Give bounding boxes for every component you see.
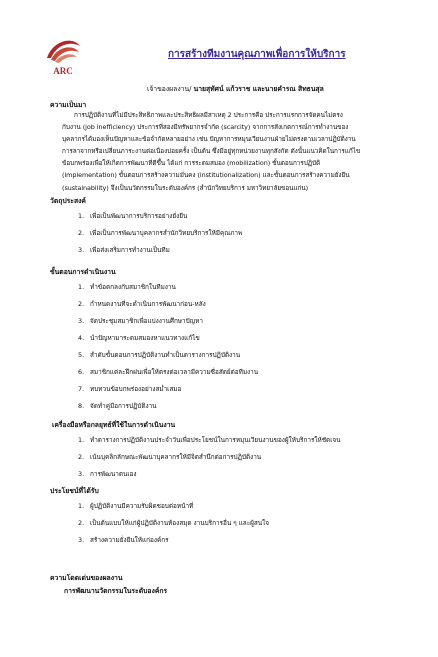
list-item: 4. นำปัญหามาระดมสมองหาแนวทางแก้ไข bbox=[78, 334, 200, 342]
background-paragraph bbox=[62, 109, 360, 194]
objectives-heading: วัตถุประสงค์ bbox=[50, 197, 86, 205]
highlight-text: การพัฒนานวัตกรรมในระดับองค์กร bbox=[64, 587, 168, 595]
list-item: 1. ทำตารางการปฏิบัติงานประจำวันเพื่อประโยชน์ในการหมุนเวียนงานของผู้ให้บริการให้ชัดเจน bbox=[78, 436, 341, 444]
background-heading: ความเป็นมา bbox=[50, 101, 87, 109]
list-item: 3. จัดประชุมสมาชิกเพื่อแบ่งงานศึกษาปัญหา bbox=[78, 317, 203, 325]
list-item: 6. สมาชิกแต่ละฝึกฝนเพื่อให้ตรงต่อเวลามีความซื่อสัตย์ต่อทีมงาน bbox=[78, 368, 259, 376]
list-item: 3. การพัฒนาตนเอง bbox=[78, 470, 137, 478]
paragraph-line: การลาจากหรือเปลี่ยนภาระงานต่อเนื่องบ่อยครั้ง เป็นต้น ซึ่งมีอยู่ทุกหน่วยงานทุกสังกัด ดังนั้นแนวคิดในการแก้ไข bbox=[62, 147, 361, 156]
list-item: 8. จัดทำคู่มือการปฏิบัติงาน bbox=[78, 402, 157, 410]
page-title: การสร้างทีมงานคุณภาพเพื่อการให้บริการ bbox=[168, 49, 346, 60]
list-item: 2. กำหนดงานที่จะดำเนินการพัฒนาก่อน-หลัง bbox=[78, 300, 206, 308]
arc-logo bbox=[43, 32, 83, 80]
authors-line bbox=[147, 83, 324, 94]
paragraph-line: กับงาน (job inefficiency) ประการที่สองมีทรัพยากรจำกัด (scarcity) จากการสังเกตการณ์การทำงานของ bbox=[62, 123, 349, 132]
highlight-heading: ความโดดเด่นของผลงาน bbox=[50, 574, 123, 582]
paragraph-line: การปฏิบัติงานที่ไม่มีประสิทธิภาพและประสิทธิผลมีสาเหตุ 2 ประการคือ ประการแรกการจัดคนไม่ตรง bbox=[74, 111, 343, 119]
paragraph-line: (sustainability) จึงเป็นนวัตกรรมในระดับองค์กร (สำนักวิทยบริการ มหาวิทยาลัยขอนแก่น) bbox=[62, 183, 309, 192]
svg-text:ARC: ARC bbox=[53, 66, 73, 76]
list-item: 1. ผู้ปฏิบัติงานมีความรับผิดชอบต่อหน้าที่ bbox=[78, 502, 194, 510]
list-item: 7. ทบทวนข้อบกพร่องอย่างสม่ำเสมอ bbox=[78, 385, 182, 393]
list-item: 1. ทำข้อตกลงกับสมาชิกในทีมงาน bbox=[78, 283, 176, 291]
paragraph-line: ข้อบกพร่องเพื่อให้เกิดการพัฒนาที่ดีขึ้น ได้แก่ การระดมสมอง (mobilization) ขั้นตอนการปฏิบัติ bbox=[62, 159, 321, 168]
tools-heading: เครื่องมือหรือกลยุทธ์ที่ใช้ในการดำเนินงาน bbox=[52, 421, 176, 429]
list-item: 5. สำดับขั้นตอนการปฏิบัติงานทำเป็นตารางการปฏิบัติงาน bbox=[78, 351, 241, 359]
list-item: 3. เพื่อส่งเสริมการทำงานเป็นทีม bbox=[78, 246, 170, 254]
list-item: 3. สร้างความยั่งยืนให้แก่องค์กร bbox=[78, 536, 169, 544]
authors-prefix: เจ้าของผลงาน/ bbox=[147, 85, 192, 93]
list-item: 2. เน้นบุคลิกลักษณะพัฒนาบุคลากรให้มีจิตสำนึกต่อการปฏิบัติงาน bbox=[78, 453, 262, 461]
benefits-heading: ประโยชน์ที่ได้รับ bbox=[50, 487, 99, 495]
steps-heading: ขั้นตอนการดำเนินงาน bbox=[50, 268, 116, 276]
paragraph-line: (implementation) ขั้นตอนการสร้างความมั่นคง (institutionalization) และขั้นตอนการสร้างความยั่งยืน bbox=[62, 171, 350, 180]
list-item: 1. เพื่อเป็นพัฒนาการบริการอย่างยั่งยืน bbox=[78, 212, 188, 220]
list-item: 2. เพื่อเป็นการพัฒนาบุคลากรสำนักวิทยบริการให้มีคุณภาพ bbox=[78, 229, 243, 237]
list-item: 2. เป็นต้นแบบให้แก่ผู้ปฏิบัติงานห้องสมุด งานบริการอื่น ๆ และผู้สนใจ bbox=[78, 519, 270, 527]
authors-names: นายสุทัศน์ แก้วราช และนายคำรณ สิทธนสุล bbox=[193, 85, 324, 93]
paragraph-line: บุคลากรได้มองเห็นปัญหาและข้อจำกัดหลายอย่าง เช่น ปัญหาการหมุนเวียนงานฝ่ายไม่ตรงตามเวลาปฏิบัติงาน bbox=[62, 135, 356, 144]
